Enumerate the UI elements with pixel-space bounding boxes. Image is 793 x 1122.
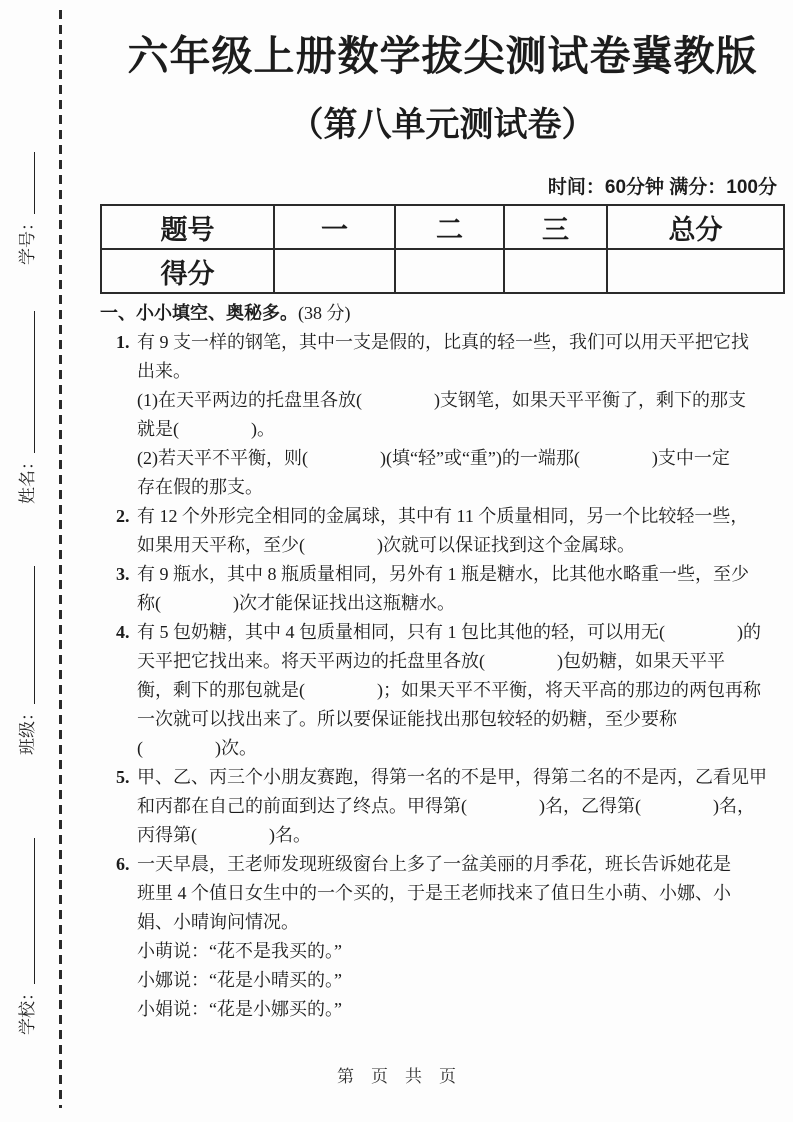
question-line: 丙得第( )名。 <box>137 825 311 845</box>
sidebar-field-class <box>16 563 40 755</box>
question-line: 就是( )。 <box>137 419 275 439</box>
question-3 <box>100 560 785 618</box>
question-line: 和丙都在自己的前面到达了终点。甲得第( )名，乙得第( )名， <box>137 796 755 816</box>
question-number: 4. <box>116 622 130 642</box>
question-line: 天平把它找出来。将天平两边的托盘里各放( )包奶糖，如果天平平 <box>137 651 725 671</box>
question-line: 有 9 支一样的钢笔，其中一支是假的，比真的轻一些，我们可以用天平把它找 <box>137 332 749 352</box>
question-line: 小娟说：“花是小娜买的。” <box>137 999 342 1019</box>
score-blank-cell-2[interactable] <box>395 249 504 293</box>
question-6 <box>100 850 785 1024</box>
question-line: 有 9 瓶水，其中 8 瓶质量相同，另外有 1 瓶是糖水，比其他水略重一些，至少 <box>137 564 749 584</box>
section-one-header-cell: 一 <box>274 205 395 249</box>
sidebar-field-name <box>16 308 40 504</box>
score-blank-cell-1[interactable] <box>274 249 395 293</box>
question-line: 一天早晨，王老师发现班级窗台上多了一盆美丽的月季花，班长告诉她花是 <box>137 854 731 874</box>
school-label: 学校： <box>18 984 37 1035</box>
student-number-blank-line[interactable] <box>21 152 35 214</box>
question-2 <box>100 502 785 560</box>
question-line: 衡，剩下的那包就是( )；如果天平不平衡，将天平高的那边的两包再称 <box>137 680 761 700</box>
question-number: 2. <box>116 506 130 526</box>
total-score-header-cell: 总分 <box>607 205 784 249</box>
seal-dashed-line <box>59 10 62 1108</box>
question-line: 存在假的那支。 <box>137 477 263 497</box>
question-number: 3. <box>116 564 130 584</box>
sidebar-field-school <box>16 835 40 1035</box>
question-line: ( )次。 <box>137 738 257 758</box>
class-label: 班级： <box>18 704 37 755</box>
paper-subtitle: （第八单元测试卷） <box>289 106 596 144</box>
name-blank-line[interactable] <box>21 311 35 453</box>
exam-time-score-info: 时间：60分钟 满分：100分 <box>547 177 777 198</box>
name-label: 姓名： <box>18 453 37 504</box>
score-table-score-row <box>101 249 784 293</box>
question-number: 1. <box>116 332 130 352</box>
section-one-heading <box>100 299 785 328</box>
question-line: (2)若天平不平衡，则( )(填“轻”或“重”)的一端那( )支中一定 <box>137 448 730 468</box>
paper-title: 六年级上册数学拔尖测试卷冀教版 <box>127 33 758 79</box>
school-blank-line[interactable] <box>21 838 35 984</box>
question-line: 班里 4 个值日女生中的一个买的，于是王老师找来了值日生小萌、小娜、小 <box>137 883 731 903</box>
section-two-header-cell: 二 <box>395 205 504 249</box>
question-number-header-cell: 题号 <box>101 205 274 249</box>
question-4 <box>100 618 785 763</box>
score-table <box>100 204 785 294</box>
page-footer: 第 页 共 页 <box>337 1067 456 1086</box>
score-blank-cell-3[interactable] <box>504 249 607 293</box>
score-label-cell: 得分 <box>101 249 274 293</box>
question-line: 娟、小晴询问情况。 <box>137 912 299 932</box>
section-three-header-cell: 三 <box>504 205 607 249</box>
question-line: 称( )次才能保证找出这瓶糖水。 <box>137 593 455 613</box>
student-number-label: 学号： <box>18 214 37 265</box>
question-number: 5. <box>116 767 130 787</box>
question-1 <box>100 328 785 502</box>
score-table-header-row <box>101 205 784 249</box>
question-line: 有 12 个外形完全相同的金属球，其中有 11 个质量相同，另一个比较轻一些， <box>137 506 749 526</box>
question-line: 小萌说：“花不是我买的。” <box>137 941 342 961</box>
question-line: (1)在天平两边的托盘里各放( )支钢笔，如果天平平衡了，剩下的那支 <box>137 390 746 410</box>
question-number: 6. <box>116 854 130 874</box>
sidebar-field-student-number <box>16 149 40 265</box>
section-title: 一、小小填空、奥秘多。 <box>100 303 298 323</box>
question-line: 小娜说：“花是小晴买的。” <box>137 970 342 990</box>
score-blank-cell-4[interactable] <box>607 249 784 293</box>
question-line: 如果用天平称，至少( )次就可以保证找到这个金属球。 <box>137 535 635 555</box>
main-content <box>100 30 785 1024</box>
class-blank-line[interactable] <box>21 566 35 704</box>
question-5 <box>100 763 785 850</box>
question-line: 有 5 包奶糖，其中 4 包质量相同，只有 1 包比其他的轻，可以用无( )的 <box>137 622 761 642</box>
question-line: 甲、乙、丙三个小朋友赛跑，得第一名的不是甲，得第二名的不是丙，乙看见甲 <box>137 767 767 787</box>
question-line: 一次就可以找出来了。所以要保证能找出那包较轻的奶糖，至少要称 <box>137 709 677 729</box>
question-line: 出来。 <box>137 361 191 381</box>
section-points: (38 分) <box>298 303 351 323</box>
